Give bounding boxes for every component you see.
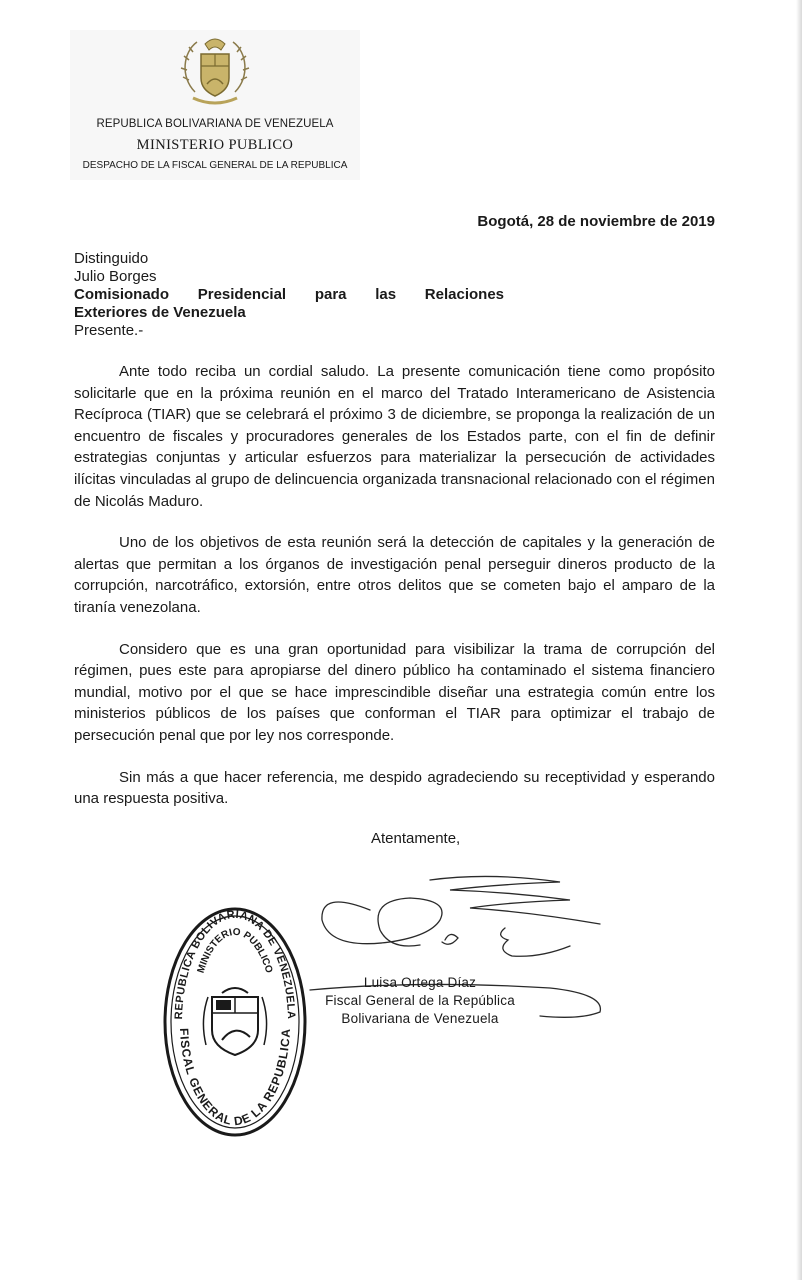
letterhead-ministry: MINISTERIO PUBLICO (136, 137, 294, 153)
signer-name: Luisa Ortega Díaz (363, 975, 477, 990)
signer-block (300, 974, 540, 1028)
seal-bottom-text: FISCAL GENERAL DE LA REPUBLICA (176, 1027, 294, 1129)
recipient-title-line2: Exteriores de Venezuela (74, 304, 246, 321)
recipient-presente: Presente.- (74, 322, 144, 339)
recipient-name: Julio Borges (74, 268, 157, 285)
signer-title2: Bolivariana de Venezuela (341, 1011, 499, 1026)
coat-of-arms-icon (175, 32, 255, 110)
body-paragraph-3: Considero que es una gran oportunidad para visibilizar la trama de corrupción del régimen, pues este para apropiarse del dinero público ha contaminado el sistema financiero mundial, motivo por el que se hace imprescindible diseñar una estrategia común entre los ministerios públicos de los países que conforman el TIAR para optimizar el trabajo de persecución penal que por ley nos corresponde. (74, 640, 715, 744)
official-seal-icon (160, 905, 310, 1140)
letterhead-country: REPUBLICA BOLIVARIANA DE VENEZUELA (96, 118, 334, 130)
closing: Atentamente, (371, 830, 461, 847)
letter-date: Bogotá, 28 de noviembre de 2019 (477, 213, 715, 230)
signer-title1: Fiscal General de la República (325, 993, 515, 1008)
letter-body (74, 361, 715, 830)
recipient-block (74, 250, 504, 340)
page-edge-shadow (796, 0, 802, 1280)
seal-outer-text: REPUBLICA BOLIVARIANA DE VENEZUELA (172, 908, 298, 1020)
seal-shield-icon (203, 988, 266, 1055)
seal-inner-text: MINISTERIO PUBLICO (195, 926, 275, 975)
body-paragraph-2: Uno de los objetivos de esta reunión será la detección de capitales y la generación de alertas que permitan a los órganos de investigación penal perseguir dineros producto de la corrupción, narcotráfico, extorsión, entre otros delitos que se cometen bajo el amparo de la tiranía venezolana. (74, 534, 715, 616)
recipient-title-line1: Comisionado Presidencial para las Relaciones (74, 286, 504, 303)
body-paragraph-4: Sin más a que hacer referencia, me despido agradeciendo su receptividad y esperando una respuesta positiva. (74, 768, 715, 808)
letterhead (70, 30, 360, 180)
letterhead-office: DESPACHO DE LA FISCAL GENERAL DE LA REPUBLICA (82, 160, 348, 171)
body-paragraph-1: Ante todo reciba un cordial saludo. La presente comunicación tiene como propósito solicitarle que en la próxima reunión en el marco del Tratado Interamericano de Asistencia Recíproca (TIAR) que se celebrará el próximo 3 de diciembre, se proponga la realización de un encuentro de fiscales y procuradores generales de los Estados parte, con el fin de definir estrategias conjuntas y articular esfuerzos para materializar la persecución de actividades ilícitas vinculadas al grupo de delincuencia organizada transnacional relacionado con el régimen de Nicolás Maduro. (74, 363, 715, 510)
recipient-salutation: Distinguido (74, 250, 149, 267)
